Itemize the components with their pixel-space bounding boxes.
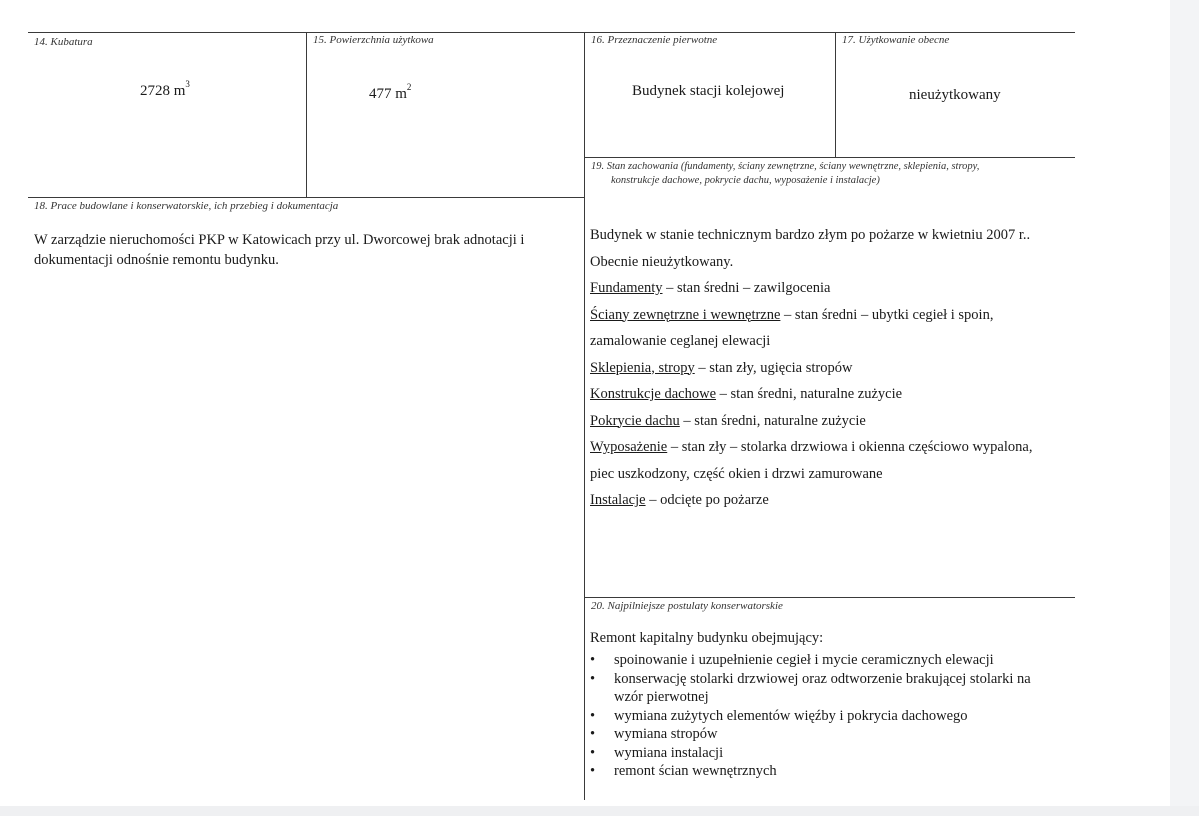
divider-15-16 [584, 32, 585, 800]
condition-konstrukcje: Konstrukcje dachowe – stan średni, naturalne zużycie [590, 386, 903, 402]
field-14-label: 14. Kubatura [34, 36, 93, 48]
condition-sklepienia: Sklepienia, stropy – stan zły, ugięcia stropów [590, 359, 853, 376]
page-edge-bottom [0, 806, 1199, 816]
field-17-value: nieużytkowany [909, 87, 1001, 103]
list-item: • remont ścian wewnętrznych [586, 762, 1074, 781]
field-19-label-line2: konstrukcje dachowe, pokrycie dachu, wyposażenie i instalacje) [611, 175, 880, 186]
field-14-value [140, 81, 190, 100]
list-item: • wymiana zużytych elementów więźby i pokrycia dachowego [586, 707, 1074, 726]
condition-instalacje: Instalacje – odcięte po pożarze [590, 492, 769, 508]
field-19-intro-1: Budynek w stanie technicznym bardzo złym po pożarze w kwietniu 2007 r.. [590, 227, 1031, 243]
condition-sciany: Ściany zewnętrzne i wewnętrzne – stan średni – ubytki cegieł i spoin, [590, 306, 994, 323]
field-18-line-2: dokumentacji odnośnie remontu budynku. [34, 252, 279, 268]
rule-above-18 [28, 197, 584, 198]
postulates-list [586, 651, 1074, 781]
field-15-value [369, 84, 411, 103]
list-item: • konserwację stolarki drzwiowej oraz odtworzenie brakującej stolarki na wzór pierwotnej [586, 670, 1074, 707]
divider-14-15 [306, 32, 307, 197]
field-14-unit-exponent: 3 [185, 79, 190, 89]
field-15-unit-exponent: 2 [406, 82, 412, 92]
condition-fundamenty: Fundamenty – stan średni – zawilgocenia [590, 280, 831, 296]
condition-wyposazenie-cont: piec uszkodzony, część okien i drzwi zamurowane [590, 465, 883, 482]
field-19-label-line1: 19. Stan zachowania (fundamenty, ściany zewnętrzne, ściany wewnętrzne, sklepienia, stropy, [591, 161, 980, 172]
field-14-number: 2728 m [140, 83, 186, 99]
condition-wyposazenie: Wyposażenie – stan zły – stolarka drzwiowa i okienna częściowo wypalona, [590, 439, 1033, 455]
divider-16-17 [835, 32, 836, 157]
field-19-intro-2: Obecnie nieużytkowany. [590, 253, 734, 270]
rule-above-19 [585, 157, 1075, 158]
field-18-text [34, 230, 580, 270]
top-rule [28, 32, 1075, 33]
field-16-label: 16. Przeznaczenie pierwotne [591, 34, 718, 46]
list-item: • spoinowanie i uzupełnienie cegieł i mycie ceramicznych elewacji [586, 651, 1074, 670]
field-17-label: 17. Użytkowanie obecne [842, 34, 950, 46]
field-16-value: Budynek stacji kolejowej [632, 83, 785, 99]
list-item: • wymiana stropów [586, 725, 1074, 744]
condition-sciany-cont: zamalowanie ceglanej elewacji [590, 333, 771, 349]
field-20-label: 20. Najpilniejsze postulaty konserwatorskie [591, 600, 783, 612]
field-15-label: 15. Powierzchnia użytkowa [313, 34, 434, 46]
page-edge [1170, 0, 1199, 816]
field-19-text [590, 222, 1074, 514]
list-item: • wymiana instalacji [586, 744, 1074, 763]
field-15-number: 477 m [369, 86, 407, 102]
field-18-line-1: W zarządzie nieruchomości PKP w Katowicach przy ul. Dworcowej brak adnotacji i [34, 232, 525, 248]
rule-above-20 [585, 597, 1075, 598]
field-18-label: 18. Prace budowlane i konserwatorskie, ich przebieg i dokumentacja [34, 200, 339, 212]
field-20-intro: Remont kapitalny budynku obejmujący: [590, 630, 824, 646]
condition-pokrycie: Pokrycie dachu – stan średni, naturalne zużycie [590, 412, 866, 429]
